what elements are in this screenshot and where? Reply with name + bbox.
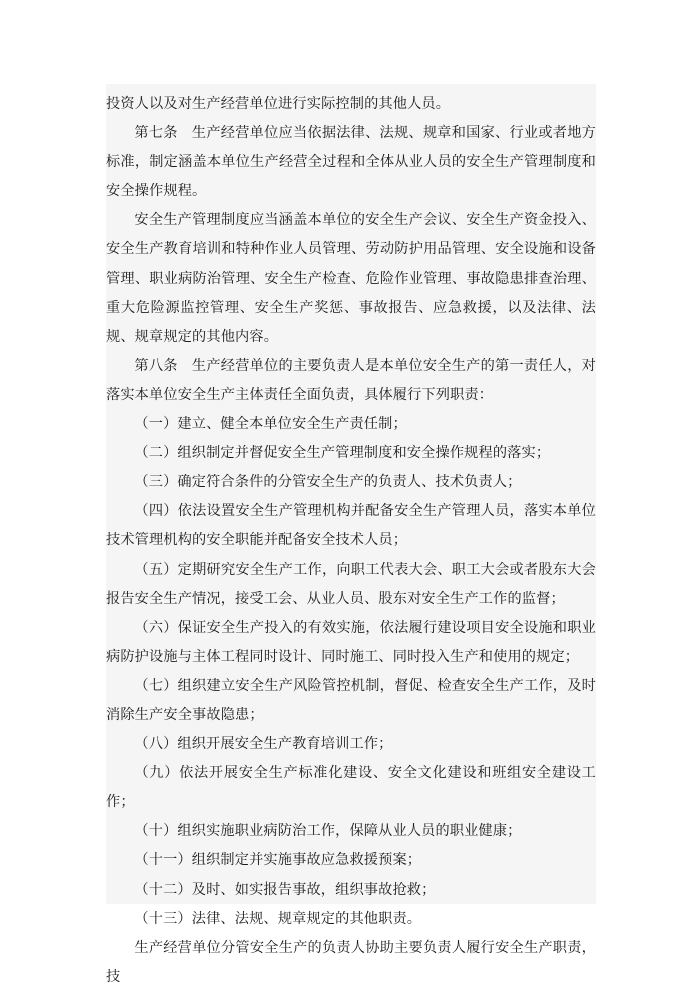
duty-item-4: （四）依法设置安全生产管理机构并配备安全生产管理人员，落实本单位技术管理机构的安全职能并配备安全技术人员； [106, 503, 596, 549]
article-7-paragraph-2: 安全生产管理制度应当涵盖本单位的安全生产会议、安全生产资金投入、安全生产教育培训和特种作业人员管理、劳动防护用品管理、安全设施和设备管理、职业病防治管理、安全生产检查、危险作业管理、事故隐患排查治理、重大危险源监控管理、安全生产奖惩、事故报告、应急救援，以及法律、法规、规章规定的其他内容。 [106, 212, 596, 345]
duty-item-2: （二）组织制定并督促安全生产管理制度和安全操作规程的落实； [134, 445, 551, 462]
duty-item-13: （十三）法律、法规、规章规定的其他职责。 [134, 910, 422, 927]
article-8: 第八条 生产经营单位的主要负责人是本单位安全生产的第一责任人，对落实本单位安全生产主体责任全面负责，具体履行下列职责： [106, 357, 597, 403]
duty-item-7: （七）组织建立安全生产风险管控机制，督促、检查安全生产工作，及时消除生产安全事故隐患； [106, 677, 596, 723]
article-8-paragraph-2: 生产经营单位分管安全生产的负责人协助主要负责人履行安全生产职责，技 [106, 939, 596, 985]
duty-item-5: （五）定期研究安全生产工作，向职工代表大会、职工大会或者股东大会报告安全生产情况，接受工会、从业人员、股东对安全生产工作的监督； [106, 561, 596, 607]
document-body [106, 90, 596, 992]
article-number: 第七条 [134, 125, 178, 142]
duty-item-6: （六）保证安全生产投入的有效实施，依法履行建设项目安全设施和职业病防护设施与主体工程同时设计、同时施工、同时投入生产和使用的规定； [106, 619, 596, 665]
article-number: 第八条 [134, 357, 178, 374]
duty-item-12: （十二）及时、如实报告事故，组织事故抢救； [134, 881, 436, 898]
duty-item-9: （九）依法开展安全生产标准化建设、安全文化建设和班组安全建设工作； [106, 765, 596, 811]
duty-item-11: （十一）组织制定并实施事故应急救援预案； [134, 852, 422, 869]
paragraph-continuation: 投资人以及对生产经营单位进行实际控制的其他人员。 [106, 96, 451, 112]
article-7: 第七条 生产经营单位应当依据法律、法规、规章和国家、行业或者地方标准，制定涵盖本单位生产经营全过程和全体从业人员的安全生产管理制度和安全操作规程。 [106, 125, 597, 200]
duty-item-8: （八）组织开展安全生产教育培训工作； [134, 736, 393, 753]
duty-item-1: （一）建立、健全本单位安全生产责任制； [134, 416, 407, 433]
duty-item-3: （三）确定符合条件的分管安全生产的负责人、技术负责人； [134, 474, 522, 491]
duty-item-10: （十）组织实施职业病防治工作，保障从业人员的职业健康； [134, 823, 522, 840]
